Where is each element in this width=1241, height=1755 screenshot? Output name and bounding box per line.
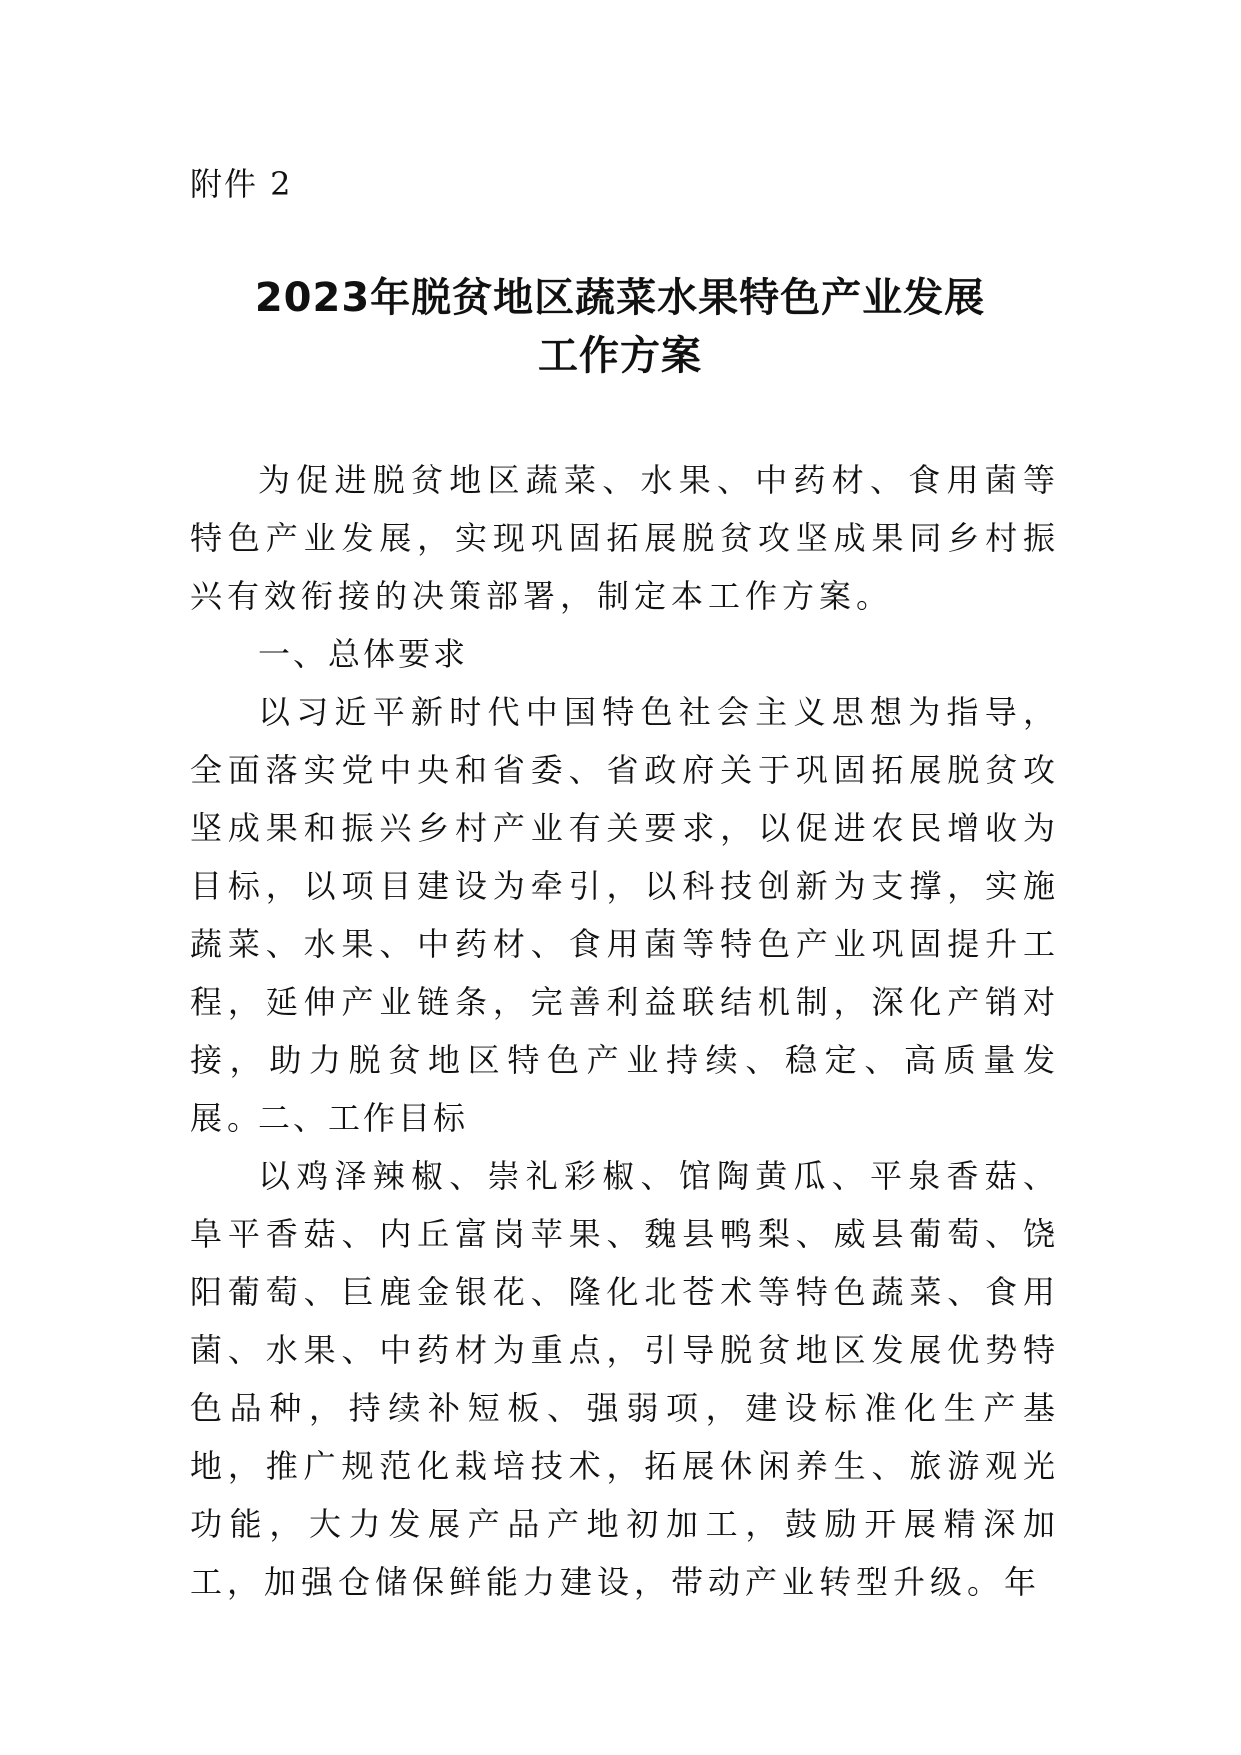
attachment-label: 附件 2 bbox=[190, 165, 293, 203]
section-heading-general-requirements: 一、总体要求 bbox=[258, 635, 469, 673]
intro-paragraph: 为促进脱贫地区蔬菜、水果、中药材、食用菌等特色产业发展，实现巩固拓展脱贫攻坚成果同乡村振兴有效衔接的决策部署，制定本工作方案。 bbox=[190, 461, 1060, 615]
document-title-line-1: 2023年脱贫地区蔬菜水果特色产业发展 bbox=[254, 275, 986, 321]
general-requirements-paragraph: 以习近平新时代中国特色社会主义思想为指导，全面落实党中央和省委、省政府关于巩固拓展脱贫攻坚成果和振兴乡村产业有关要求，以促进农民增收为目标，以项目建设为牵引，以科技创新为支撑，实施蔬菜、水果、中药材、食用菌等特色产业巩固提升工程，延伸产业链条，完善利益联结机制，深化产销对接，助力脱贫地区特色产业持续、稳定、高质量发展。 bbox=[190, 693, 1060, 1137]
work-goals-paragraph: 以鸡泽辣椒、崇礼彩椒、馆陶黄瓜、平泉香菇、阜平香菇、内丘富岗苹果、魏县鸭梨、威县葡萄、饶阳葡萄、巨鹿金银花、隆化北苍术等特色蔬菜、食用菌、水果、中药材为重点，引导脱贫地区发展优势特色品种，持续补短板、强弱项，建设标准化生产基地，推广规范化栽培技术，拓展休闲养生、旅游观光功能，大力发展产品产地初加工，鼓励开展精深加工，加强仓储保鲜能力建设，带动产业转型升级。年 bbox=[190, 1157, 1060, 1601]
document-title-line-2: 工作方案 bbox=[538, 333, 702, 379]
section-heading-work-goals: 二、工作目标 bbox=[258, 1099, 469, 1137]
